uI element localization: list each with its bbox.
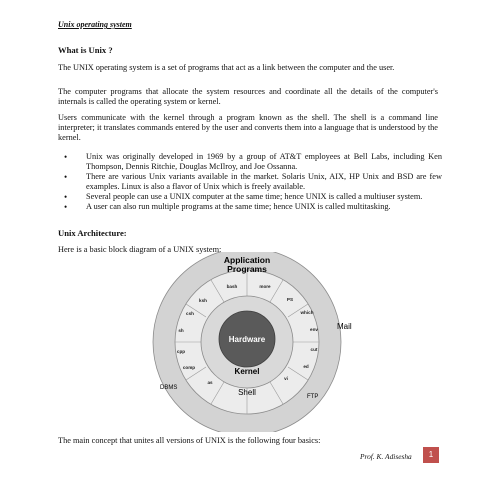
page-number-badge: 1 — [423, 447, 439, 463]
command-label: PS — [286, 297, 294, 302]
command-label: comp — [182, 365, 196, 370]
label-shell: Shell — [238, 388, 256, 397]
paragraph-diagram-intro: Here is a basic block diagram of a UNIX system: — [58, 245, 222, 254]
unix-architecture-diagram — [140, 252, 370, 432]
label-dbms: DBMS — [160, 385, 178, 391]
bullet-list — [58, 152, 442, 212]
heading-unix-architecture: Unix Architecture: — [58, 228, 127, 238]
label-application: Application — [223, 255, 271, 265]
heading-what-is-unix: What is Unix ? — [58, 45, 113, 55]
command-label: bash — [226, 284, 238, 289]
command-label: cut — [310, 347, 318, 352]
command-label: as — [207, 380, 213, 385]
label-ftp: FTP — [307, 394, 319, 400]
bullet-item: • Several people can use a UNIX computer at the same time; hence UNIX is called a multiuser system. — [58, 192, 442, 202]
label-hardware: Hardware — [228, 335, 266, 344]
command-label: vi — [284, 376, 288, 381]
running-header: Unix operating system — [58, 20, 132, 29]
label-programs: Programs — [227, 264, 267, 274]
paragraph-definition: The UNIX operating system is a set of programs that act as a link between the computer and the user. — [58, 63, 395, 72]
footer-author: Prof. K. Adisesha — [360, 452, 412, 461]
paragraph-kernel: The computer programs that allocate the system resources and coordinate all the details of the computer's internals is called the operating system or kernel. — [58, 87, 438, 106]
command-label: env — [310, 327, 318, 332]
bullet-item: • There are various Unix variants available in the market. Solaris Unix, AIX, HP Unix and BSD are few examples. Linux is also a flavor of Unix which is freely available. — [58, 172, 442, 192]
command-label: which — [300, 310, 314, 315]
command-label: more — [259, 284, 271, 289]
label-kernel: Kernel — [234, 367, 260, 376]
bullet-item: • Unix was originally developed in 1969 by a group of AT&T employees at Bell Labs, including Ken Thompson, Dennis Ritchie, Douglas McIlroy, and Joe Ossanna. — [58, 152, 442, 172]
command-label: sh — [178, 328, 184, 333]
command-label: ksh — [199, 298, 207, 303]
paragraph-shell: Users communicate with the kernel through a program known as the shell. The shell is a command line interpreter; it translates commands entered by the user and converts them into a language that is understood by the kernel. — [58, 113, 438, 142]
command-label: ed — [303, 364, 309, 369]
command-label: cpp — [176, 349, 186, 354]
label-mail: Mail — [337, 322, 352, 331]
command-label: csh — [186, 311, 194, 316]
paragraph-closing: The main concept that unites all versions of UNIX is the following four basics: — [58, 436, 321, 445]
bullet-item: • A user can also run multiple programs at the same time; hence UNIX is called multitasking. — [58, 202, 442, 212]
